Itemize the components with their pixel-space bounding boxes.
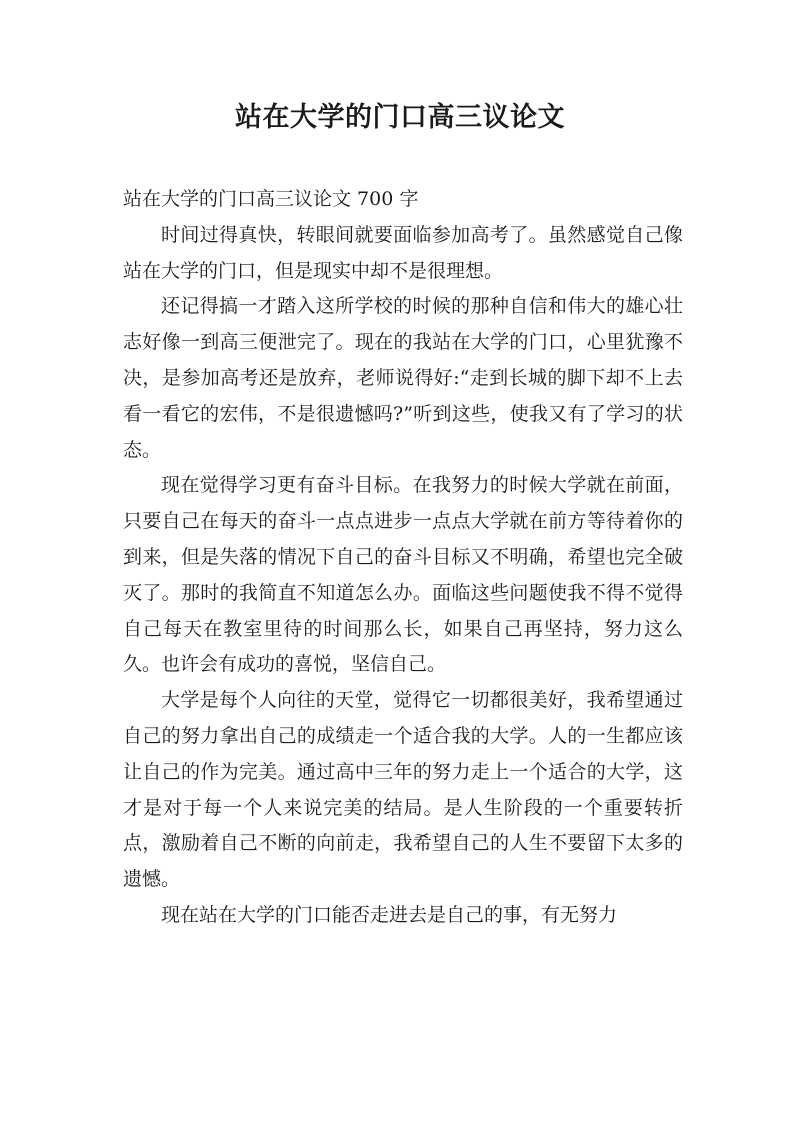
paragraph: 时间过得真快，转眼间就要面临参加高考了。虽然感觉自己像站在大学的门口，但是现实中却不是很理想。	[123, 223, 683, 282]
paragraph: 还记得搞一才踏入这所学校的时候的那种自信和伟大的雄心壮志好像一到高三便泄完了。现在的我站在大学的门口，心里犹豫不决，是参加高考还是放弃，老师说得好:“走到长城的脚下却不上去看一看它的宏伟，不是很遗憾吗?”听到这些，使我又有了学习的状态。	[123, 295, 683, 461]
document-subtitle: 站在大学的门口高三议论文 700 字	[123, 188, 419, 210]
paragraph: 现在站在大学的门口能否走进去是自己的事，有无努力	[161, 903, 618, 926]
document-title: 站在大学的门口高三议论文	[235, 102, 565, 133]
paragraph: 大学是每个人向往的天堂，觉得它一切都很美好，我希望通过自己的努力拿出自己的成绩走一个适合我的大学。人的一生都应该让自己的作为完美。通过高中三年的努力走上一个适合的大学，这才是对于每一个人来说完美的结局。是人生阶段的一个重要转折点，激励着自己不断的向前走，我希望自己的人生不要留下太多的遗憾。	[123, 689, 683, 891]
document-body	[123, 182, 683, 934]
paragraph: 现在觉得学习更有奋斗目标。在我努力的时候大学就在前面，只要自己在每天的奋斗一点点进步一点点大学就在前方等待着你的到来，但是失落的情况下自己的奋斗目标又不明确，希望也完全破灭了。那时的我简直不知道怎么办。面临这些问题使我不得不觉得自己每天在教室里待的时间那么长，如果自己再坚持，努力这么久。也许会有成功的喜悦，坚信自己。	[123, 474, 683, 676]
